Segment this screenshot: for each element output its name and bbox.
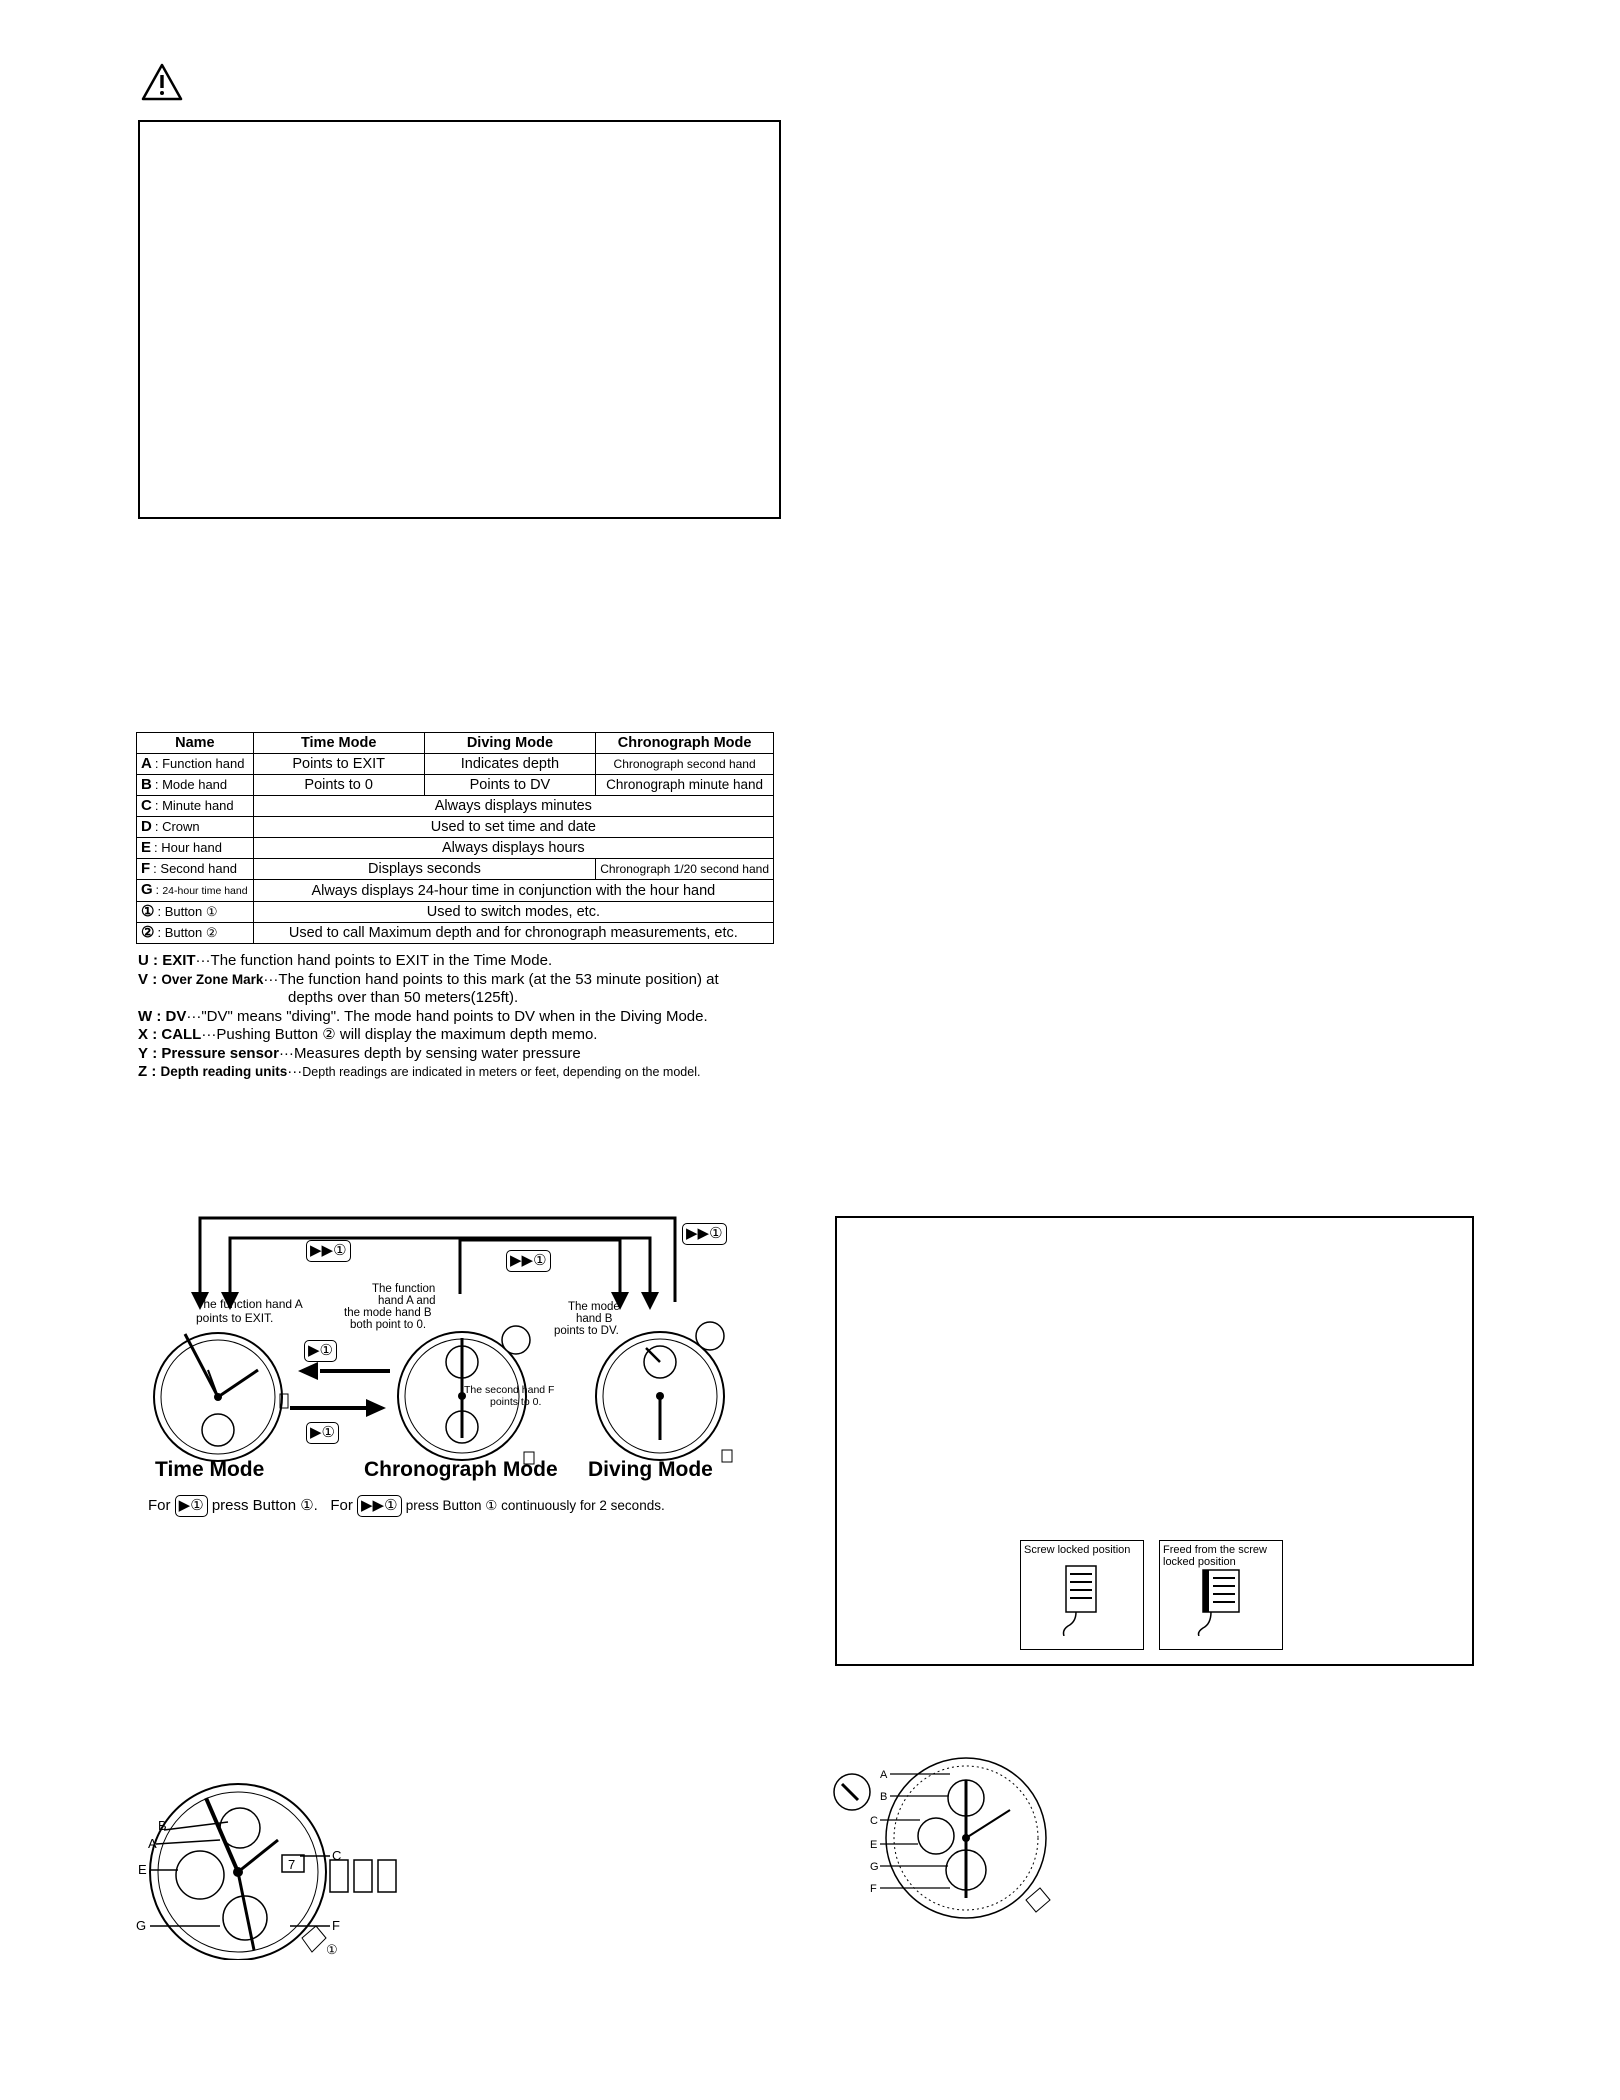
row-name: C : Minute hand: [137, 796, 254, 817]
table-row: [137, 880, 774, 902]
row-name: F : Second hand: [137, 859, 254, 880]
col-chrono-mode: Chronograph Mode: [596, 733, 774, 754]
cell: Used to switch modes, etc.: [253, 902, 773, 923]
parts-table: [136, 732, 774, 944]
time-mode-dial: [154, 1333, 288, 1461]
col-diving-mode: Diving Mode: [424, 733, 596, 754]
title-diving-mode: Diving Mode: [588, 1458, 713, 1481]
row-name: B : Mode hand: [137, 775, 254, 796]
label-f: F: [870, 1883, 877, 1895]
single-press-button-icon: ▶①: [175, 1495, 208, 1517]
legend-item: Z : Depth reading units···Depth readings are indicated in meters or feet, depending on the model.: [138, 1063, 701, 1080]
label-g: G: [870, 1861, 879, 1873]
col-name: Name: [137, 733, 254, 754]
double-press-button-icon: ▶▶①: [682, 1223, 727, 1245]
note-diving: The mode hand B points to DV.: [554, 1301, 620, 1337]
legend-item: U : EXIT···The function hand points to EXIT in the Time Mode.: [138, 952, 553, 969]
legend-item: X : CALL···Pushing Button ② will display the maximum depth memo.: [138, 1026, 598, 1043]
label-g: G: [136, 1918, 147, 1933]
crown-freed-label: Freed from the screw locked position: [1163, 1544, 1267, 1568]
label-e: E: [138, 1862, 147, 1877]
row-name: D : Crown: [137, 817, 254, 838]
cell: Indicates depth: [424, 754, 596, 775]
double-press-button-icon: ▶▶①: [357, 1495, 402, 1517]
crown-box: [835, 1216, 1474, 1666]
row-name: A : Function hand: [137, 754, 254, 775]
title-chrono-mode: Chronograph Mode: [364, 1458, 558, 1481]
caution-box: [138, 120, 781, 519]
double-press-button-icon: ▶▶①: [506, 1250, 551, 1272]
note-time-2: points to EXIT.: [196, 1311, 274, 1325]
table-row: [137, 838, 774, 859]
label-b: B: [880, 1791, 888, 1803]
table-header-row: [137, 733, 774, 754]
note-chrono: The function hand A and the mode hand B both point to 0.: [344, 1283, 436, 1331]
table-row: [137, 923, 774, 944]
row-name: ① : Button ①: [137, 902, 254, 923]
cell: Displays seconds: [253, 859, 596, 880]
crown-locked-panel: [1020, 1540, 1144, 1650]
label-b: B: [158, 1818, 167, 1833]
warning-icon: [140, 62, 184, 102]
table-row: [137, 775, 774, 796]
table-row: [137, 817, 774, 838]
table-row: [137, 902, 774, 923]
row-name: G : 24-hour time hand: [137, 880, 254, 902]
legend-item: W : DV···"DV" means "diving". The mode hand points to DV when in the Diving Mode.: [138, 1007, 708, 1025]
note-time-1: The function hand A: [196, 1297, 303, 1311]
col-time-mode: Time Mode: [253, 733, 424, 754]
diving-mode-dial: [596, 1322, 732, 1462]
cell: Chronograph second hand: [596, 754, 774, 775]
cell: Points to EXIT: [253, 754, 424, 775]
crown-locked-icon: [1024, 1556, 1140, 1636]
table-row: [137, 754, 774, 775]
label-f: F: [332, 1918, 340, 1933]
legend-item-cont: depths over than 50 meters(125ft).: [288, 989, 519, 1006]
double-press-button-icon: ▶▶①: [306, 1240, 351, 1262]
legend-item: Y : Pressure sensor···Measures depth by sensing water pressure: [138, 1044, 581, 1062]
table-row: [137, 859, 774, 880]
crown-locked-label: Screw locked position: [1024, 1544, 1131, 1556]
cell: Used to call Maximum depth and for chronograph measurements, etc.: [253, 923, 773, 944]
label-c: C: [870, 1815, 878, 1827]
date-window: 7: [288, 1857, 296, 1872]
cell: Chronograph minute hand: [596, 775, 774, 796]
row-name: E : Hour hand: [137, 838, 254, 859]
single-press-button-icon: ▶①: [306, 1422, 339, 1444]
cell: Points to 0: [253, 775, 424, 796]
cell: Always displays hours: [253, 838, 773, 859]
cell: Chronograph 1/20 second hand: [596, 859, 774, 880]
legend-list: [138, 952, 788, 1082]
label-button-1: ①: [326, 1942, 338, 1957]
label-a: A: [880, 1769, 888, 1781]
crown-freed-icon: [1163, 1568, 1279, 1636]
cell: Points to DV: [424, 775, 596, 796]
title-time-mode: Time Mode: [155, 1458, 265, 1481]
row-name: ② : Button ②: [137, 923, 254, 944]
crown-freed-panel: [1159, 1540, 1283, 1650]
cell: Always displays 24-hour time in conjunction with the hour hand: [253, 880, 773, 902]
legend-item: V : Over Zone Mark···The function hand points to this mark (at the 53 minute position) at: [138, 970, 719, 988]
single-press-button-icon: ▶①: [304, 1340, 337, 1362]
cell: Used to set time and date: [253, 817, 773, 838]
note-second: The second hand F points to 0.: [464, 1384, 555, 1408]
label-c: C: [332, 1848, 342, 1863]
cell: Always displays minutes: [253, 796, 773, 817]
label-e: E: [870, 1839, 878, 1851]
label-a: A: [148, 1836, 157, 1851]
diving-dial-diagram: [830, 1752, 1070, 1922]
mode-caption: For ▶① press Button ①. For ▶▶① press Button ① continuously for 2 seconds.: [148, 1495, 665, 1517]
parts-dial-diagram: [130, 1760, 450, 1960]
table-row: [137, 796, 774, 817]
